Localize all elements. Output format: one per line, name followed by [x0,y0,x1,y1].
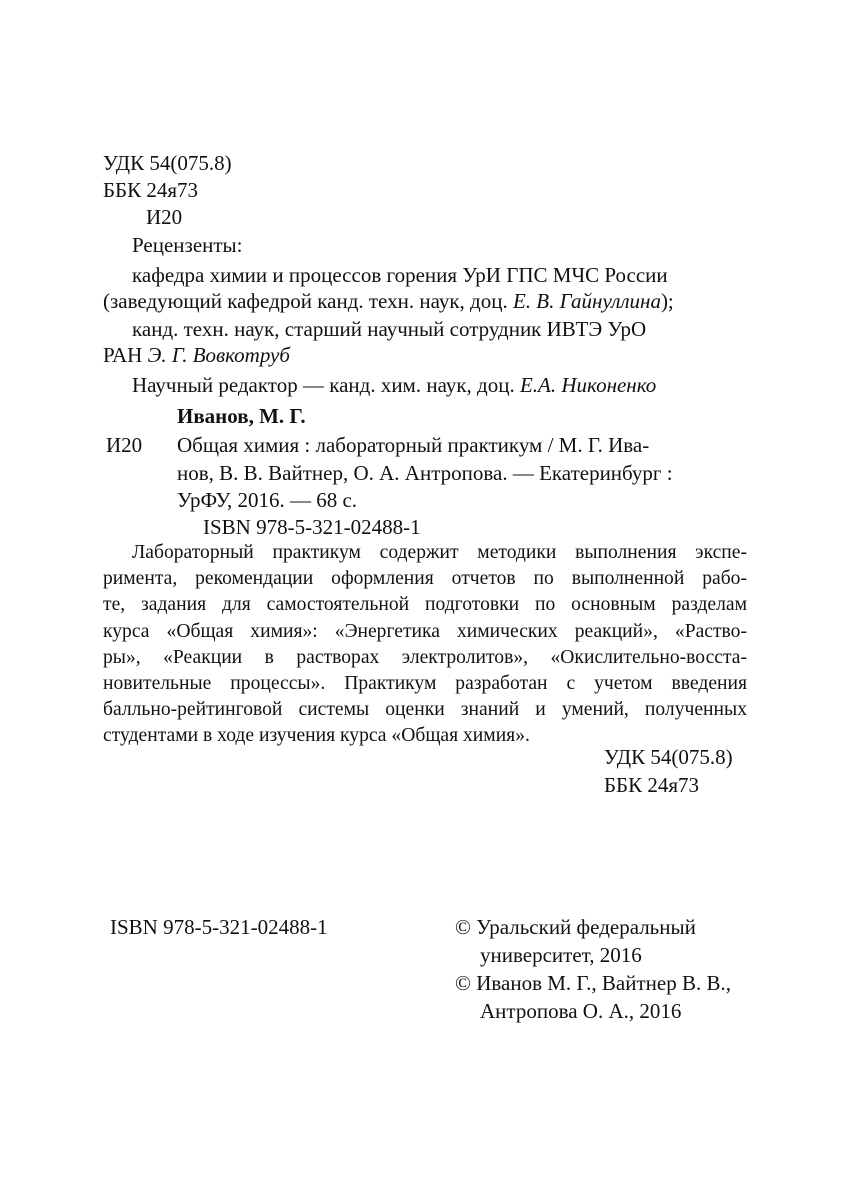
reviewer-2-line-2-pre: РАН [103,343,143,367]
abstract-line: студентами в ходе изучения курса «Общая химия». [103,725,530,747]
reviewer-1-line-2-post: ); [660,289,674,313]
udk-code: УДК 54(075.8) [103,151,232,175]
reviewer-1-line-1 [132,262,747,288]
abstract-line: курса «Общая химия»: «Энергетика химических реакций», «Раство- [103,620,747,642]
copyright-isbn: ISBN 978-5-321-02488-1 [110,915,328,939]
footer-bbk-code: ББК 24я73 [604,773,700,797]
reviewer-1-line-2-pre: (заведующий кафедрой канд. техн. наук, доц. [103,289,508,313]
editor-text: Научный редактор — канд. хим. наук, доц. [132,373,515,397]
bib-line-3: УрФУ, 2016. — 68 с. [177,488,358,512]
reviewer-2-name: Э. Г. Вовкотруб [147,343,290,367]
copyright-urfu-line-2: университет, 2016 [480,943,642,967]
reviewer-1-line-2 [103,288,674,314]
bib-mark: И20 [106,433,143,457]
reviewers-title: Рецензенты: [132,233,243,257]
reviewer-1-name: Е. В. Гайнуллина [512,289,661,313]
bib-isbn: ISBN 978-5-321-02488-1 [203,515,421,539]
reviewer-2-line-1: канд. техн. наук, старший научный сотрудник ИВТЭ УрО [132,317,647,341]
scientific-editor [132,372,656,398]
abstract-line: ры», «Реакции в растворах электролитов», «Окислительно-восста- [103,646,747,668]
abstract-line: балльно-рейтинговой системы оценки знаний и умений, полученных [103,699,747,721]
footer-udk-code: УДК 54(075.8) [604,745,733,769]
author-mark: И20 [146,205,183,229]
copyright-authors-line-1: © Иванов М. Г., Вайтнер В. В., [455,971,731,995]
bib-line-2: нов, В. В. Вайтнер, О. А. Антропова. — Екатеринбург : [177,461,673,485]
abstract-line: те, задания для самостоятельной подготовки по основным разделам [103,594,747,616]
bbk-code: ББК 24я73 [103,178,199,202]
bib-line-1: Общая химия : лабораторный практикум / М. Г. Ива- [177,433,650,457]
reviewer-2-line-2 [103,342,290,368]
copyright-authors-line-2: Антропова О. А., 2016 [480,999,682,1023]
abstract-line: новительные процессы». Практикум разработан с учетом введения [103,673,747,695]
copyright-urfu-line-1: © Уральский федеральный [455,915,696,939]
abstract-line: Лабораторный практикум содержит методики выполнения экспе- [132,542,747,563]
bib-author: Иванов, М. Г. [177,404,306,428]
reviewer-1-line-1-text: кафедра химии и процессов горения УрИ ГПС МЧС России [132,263,668,287]
abstract [103,540,747,750]
abstract-line: римента, рекомендации оформления отчетов по выполненной рабо- [103,568,747,590]
editor-name: Е.А. Никоненко [519,373,657,397]
